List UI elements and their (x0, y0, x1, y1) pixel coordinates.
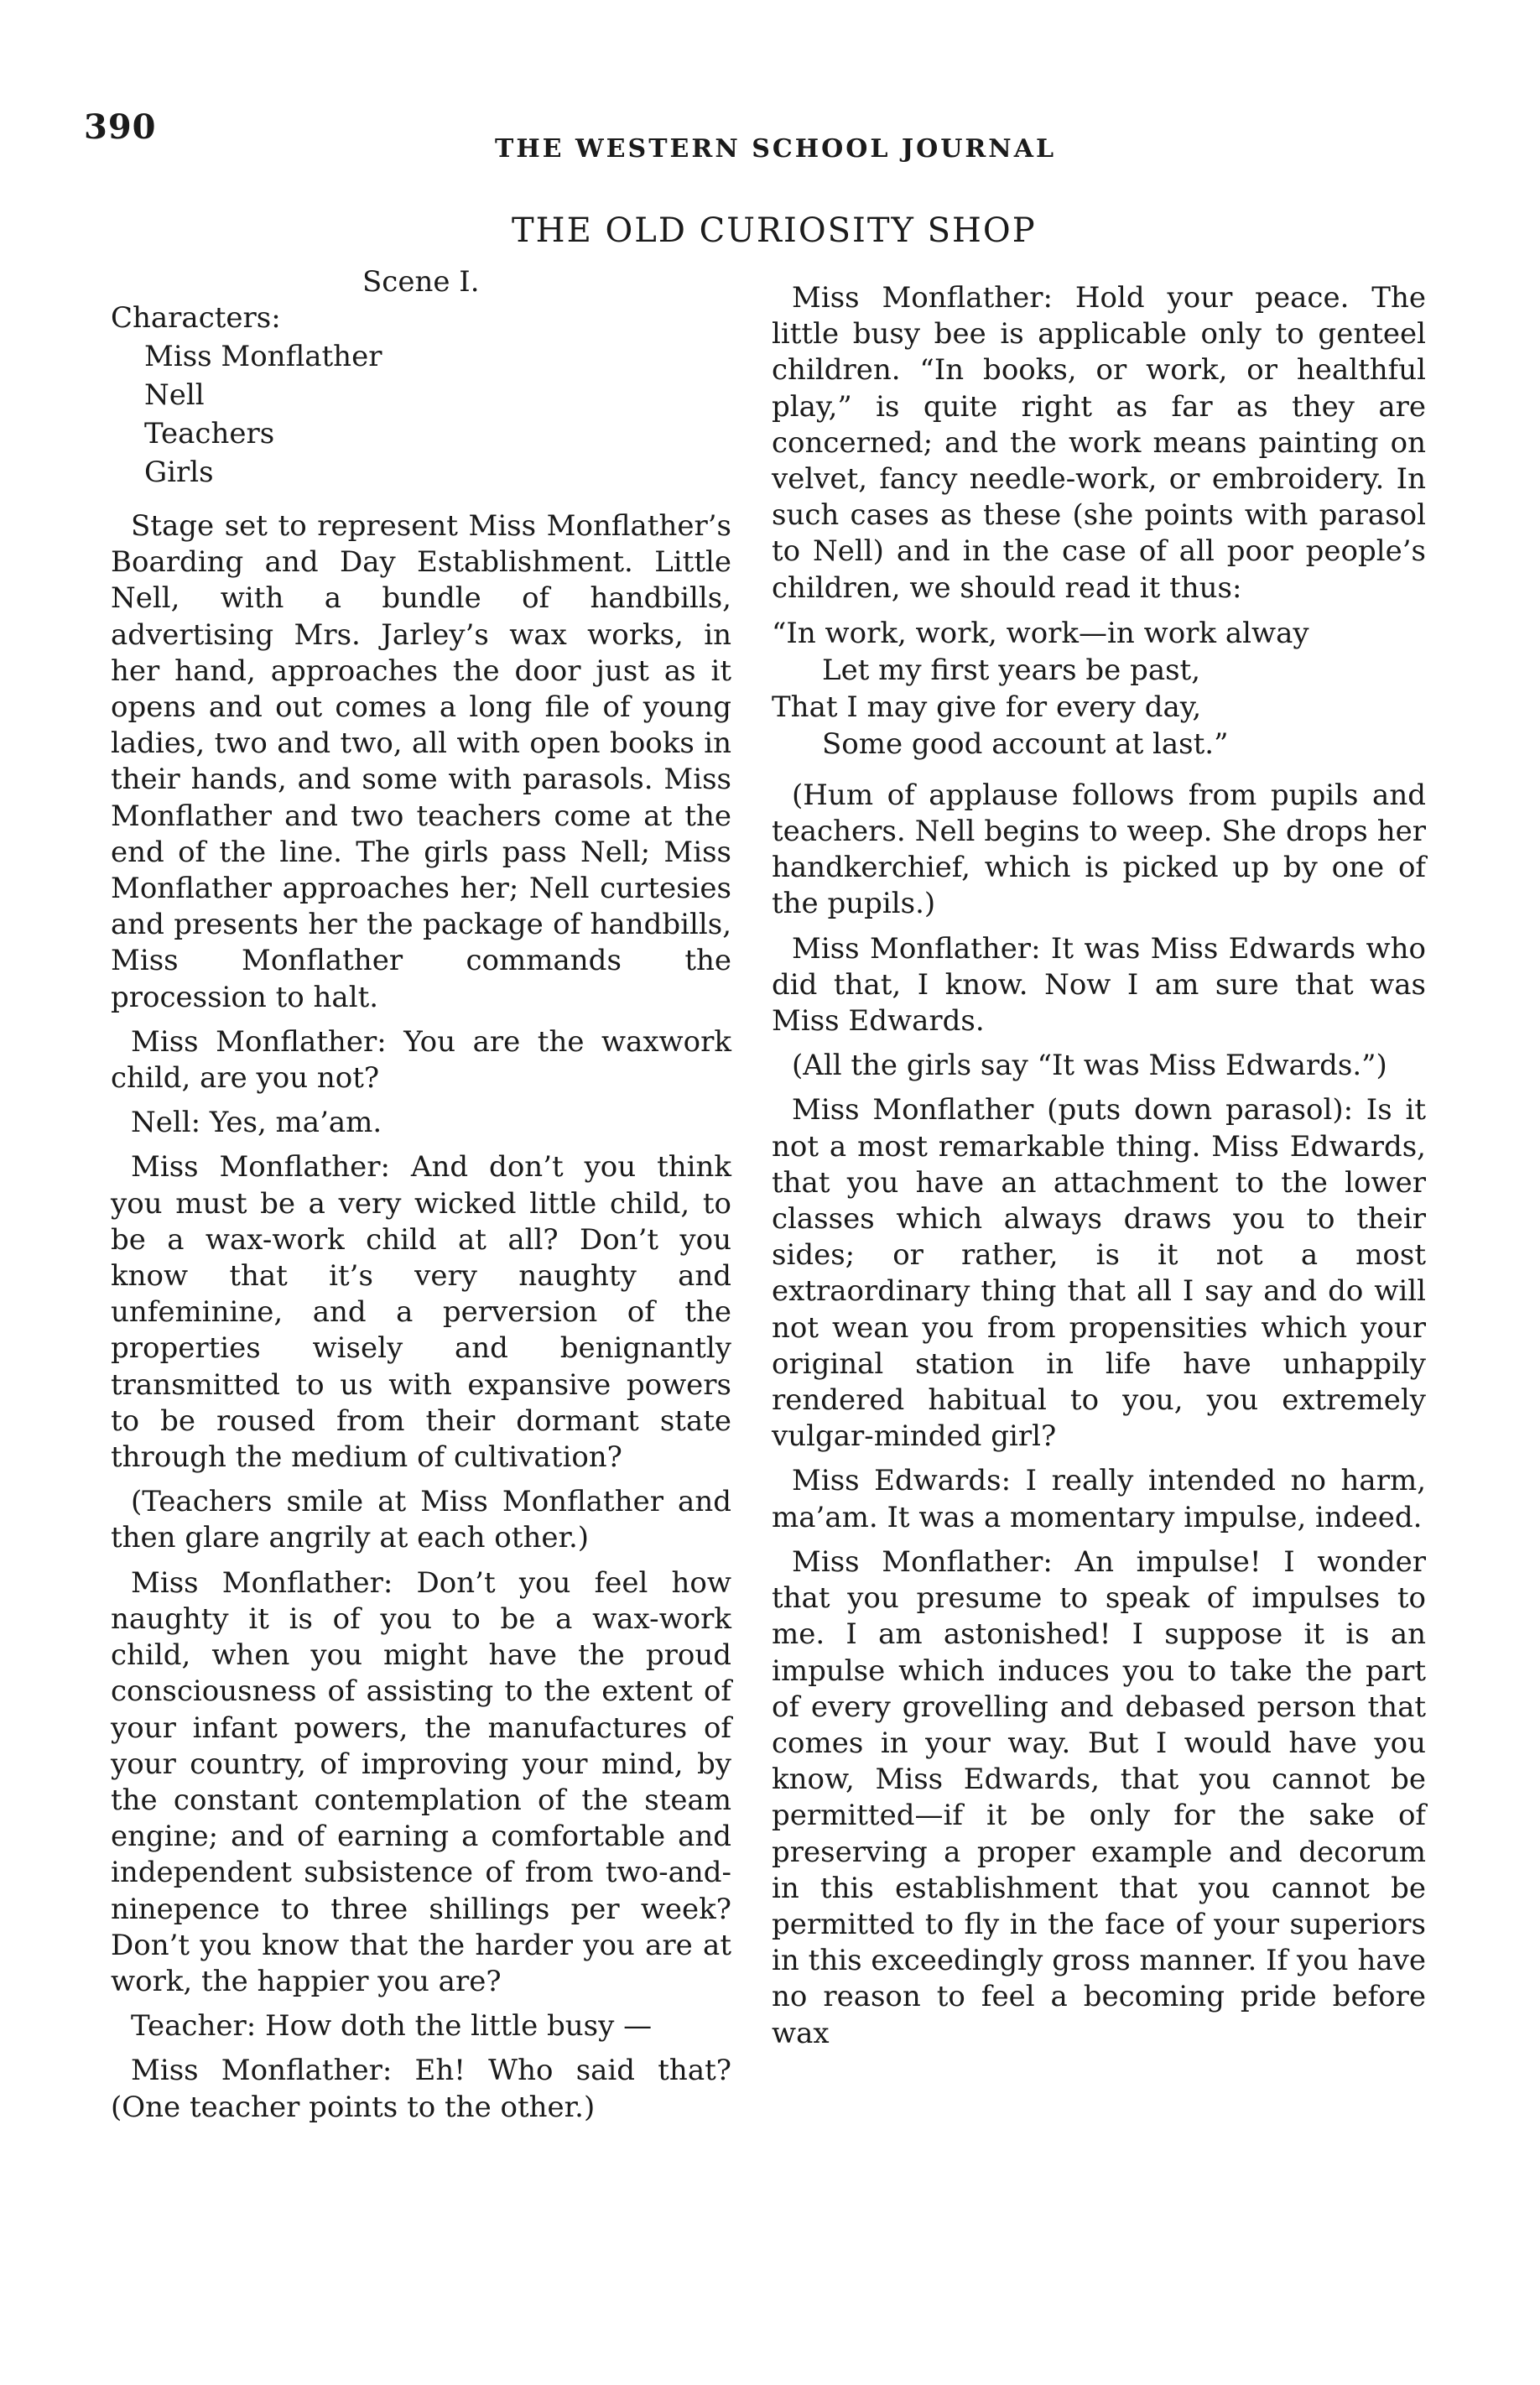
article-title: THE OLD CURIOSITY SHOP (512, 211, 1037, 250)
dialogue-paragraph: Miss Edwards: I really intended no harm, ma’am. It was a momentary impulse, indeed. (772, 1464, 1426, 1534)
dialogue-paragraph: Miss Monflather: An impulse! I wonder that you presume to speak of impulses to me. I am astonished! I suppose it is an impulse which induces you to take the part of every grovelling and debased person that comes in your way. But I would have you know, Miss Edwards, that you cannot be permitted—if it be only for the sake of preserving a proper example and decorum in this establishment that you cannot be permitted to fly in the face of your superiors in this exceedingly gross manner. If you have no reason to feel a becoming pride before wax (772, 1544, 1426, 2050)
dialogue-paragraph: Miss Monflather: Eh! Who said that? (One teacher points to the other.) (111, 2054, 731, 2124)
verse-line: “In work, work, work—in work alway (772, 616, 1309, 650)
dialogue-paragraph: Teacher: How doth the little busy — (131, 2009, 653, 2044)
dialogue-paragraph: Miss Monflather: Don’t you feel how naughty it is of you to be a wax-work child, when you might have the proud consciousness of assisting to the extent of your infant powers, the manufactures of your country, of improving your mind, by the constant contemplation of the steam engine; and of earning a comfortable and independent subsistence of from two-and-ninepence to three shillings per week? Don’t you know that the harder you are at work, the happier you are? (111, 1565, 731, 1998)
character-list (144, 337, 731, 492)
character-item: Nell (144, 378, 205, 412)
dialogue-paragraph: Miss Monflather (puts down parasol): Is it not a most remarkable thing. Miss Edwards, that you have an attachment to the lower classes which always draws you to their sides; or rather, is it not a most extraordinary thing that all I say and do will not wean you from propensities which your original station in life have unhappily rendered habitual to you, you extremely vulgar-minded girl? (772, 1093, 1426, 1454)
dialogue-paragraph: Miss Monflather: And don’t you think you must be a very wicked little child, to be a wax-work child at all? Don’t you know that it’s very naughty and unfeminine, and a perversion of the properties wisely and benignantly transmitted to us with expansive powers to be roused from their dormant state through the medium of cultivation? (111, 1150, 731, 1475)
dialogue-paragraph: Miss Monflather: You are the waxwork child, are you not? (111, 1024, 731, 1096)
verse-line: Some good account at last.” (822, 726, 1229, 761)
character-item: Teachers (144, 417, 275, 450)
scene-heading: Scene I. (362, 265, 480, 299)
verse-block (772, 615, 1426, 763)
stage-direction-paragraph: (Hum of applause follows from pupils and teachers. Nell begins to weep. She drops her handkerchief, which is picked up by one of the pupils.) (772, 778, 1426, 921)
dialogue-paragraph: Miss Monflather: Hold your peace. The little busy bee is applicable only to genteel children. “In books, or work, or healthful play,” is quite right as far as they are concerned; and the work means painting on velvet, fancy needle-work, or embroidery. In such cases as these (she points with parasol to Nell) and in the case of all poor people’s children, we should read it thus: (772, 281, 1426, 605)
running-head: THE WESTERN SCHOOL JOURNAL (495, 134, 1057, 164)
stage-direction-paragraph: (All the girls say “It was Miss Edwards.”) (792, 1049, 1387, 1083)
character-item: Miss Monflather (144, 340, 382, 373)
verse-line: Let my first years be past, (822, 653, 1201, 687)
stage-direction-paragraph: (Teachers smile at Miss Monflather and then glare angrily at each other.) (111, 1485, 731, 1555)
dialogue-paragraph: Miss Monflather: It was Miss Edwards who did that, I know. Now I am sure that was Miss Edwards. (772, 931, 1426, 1039)
character-item: Girls (144, 456, 214, 489)
stage-direction-paragraph: Stage set to represent Miss Monflather’s Boarding and Day Establishment. Little Nell, with a bundle of handbills, advertising Mrs. Jarley’s wax works, in her hand, approaches the door just as it opens and out comes a long file of young ladies, two and two, all with open books in their hands, and some with parasols. Miss Monflather and two teachers come at the end of the line. The girls pass Nell; Miss Monflather approaches her; Nell curtesies and presents her the package of handbills, Miss Monflather commands the procession to halt. (111, 509, 731, 1014)
left-column (111, 265, 731, 2134)
right-column (772, 280, 1426, 2060)
characters-label: Characters: (111, 301, 281, 335)
dialogue-paragraph: Nell: Yes, ma’am. (131, 1106, 382, 1140)
verse-line: That I may give for every day, (772, 690, 1202, 724)
page-number: 390 (84, 107, 157, 147)
